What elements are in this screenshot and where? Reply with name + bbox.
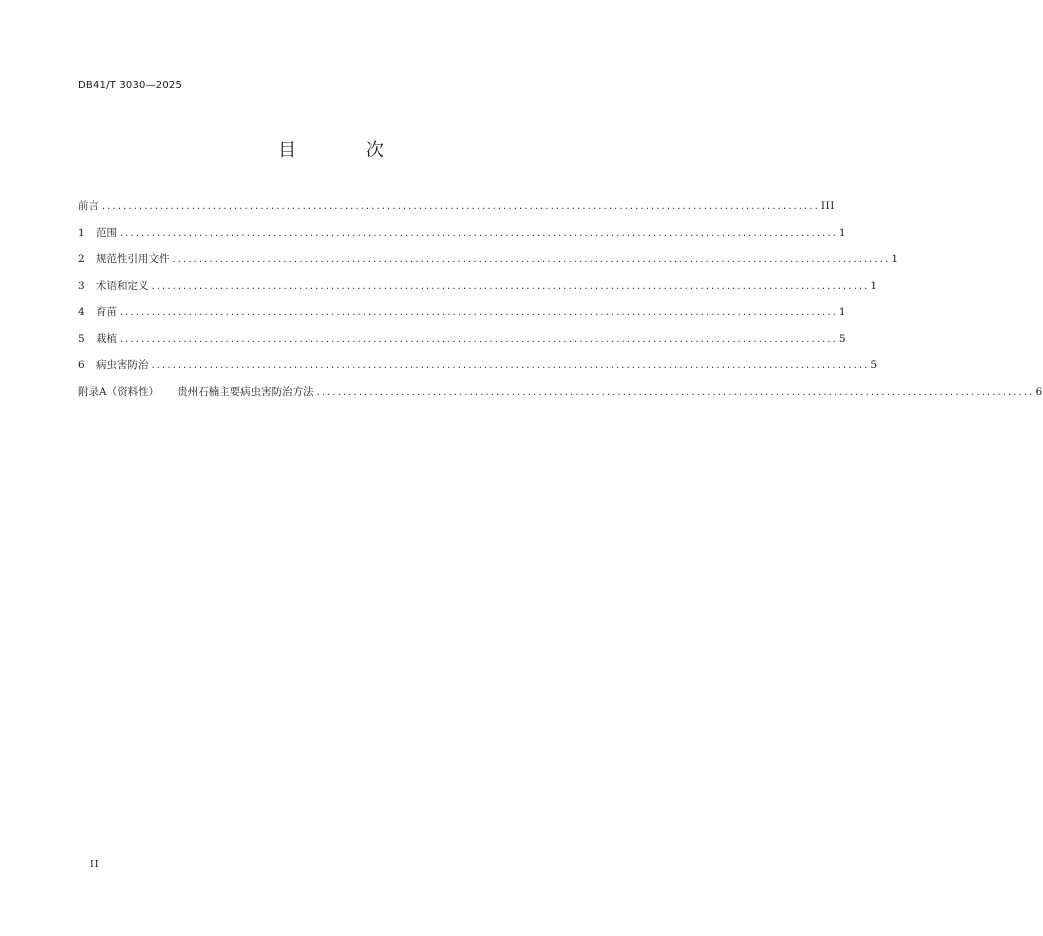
toc-entry-appendix-prefix: 附录A（资料性） <box>78 385 160 398</box>
toc-entry-label: 术语和定义 <box>96 279 149 292</box>
toc-entry-planting[interactable] <box>78 331 847 358</box>
toc-leader-dots: ........................................................................................................................................ <box>172 254 891 265</box>
toc-entry-number: 3 <box>78 279 85 292</box>
toc-entry-seedling[interactable] <box>78 304 847 331</box>
toc-entry-terms-definitions[interactable] <box>78 278 878 305</box>
toc-leader-dots: ........................................................................................................................................ <box>120 307 838 318</box>
toc-entry-label: 育苗 <box>96 306 117 318</box>
toc-entry-page: 1 <box>870 279 878 292</box>
toc-entry-label: 范围 <box>96 226 117 239</box>
toc-leader-dots: ........................................................................................................................................ <box>120 333 838 345</box>
toc-entry-page: 6 <box>1035 385 1043 398</box>
toc-entry-label: 病虫害防治 <box>96 359 149 371</box>
toc-entry-page: 5 <box>870 359 878 371</box>
toc-entry-label: 贵州石楠主要病虫害防治方法 <box>177 385 314 398</box>
toc-entry-number: 4 <box>78 306 85 318</box>
toc-entry-foreword[interactable] <box>78 198 835 225</box>
toc-leader-dots: ........................................................................................................................................ <box>151 360 870 371</box>
toc-entry-normative-references[interactable] <box>78 251 899 278</box>
toc-entry-number: 2 <box>78 253 85 265</box>
standard-code: DB41/T 3030—2025 <box>78 80 183 91</box>
toc-entry-appendix-a[interactable] <box>78 384 1043 411</box>
toc-entry-label: 栽植 <box>96 332 117 345</box>
toc-leader-dots: ........................................................................................................................................ <box>120 227 838 239</box>
toc-entry-pest-control[interactable] <box>78 357 878 384</box>
page-number: II <box>90 859 100 870</box>
toc-entry-scope[interactable] <box>78 225 847 252</box>
toc-entry-page: 1 <box>838 306 847 318</box>
toc-title: 目 次 <box>278 140 416 161</box>
toc-entry-number: 5 <box>78 332 85 345</box>
table-of-contents <box>78 198 1043 410</box>
toc-entry-number: 1 <box>78 226 85 239</box>
toc-leader-dots: ........................................................................................................................................ <box>151 280 870 292</box>
toc-leader-dots: ........................................................................................................................................ <box>102 201 820 212</box>
toc-entry-number: 6 <box>78 359 85 371</box>
toc-entry-label: 规范性引用文件 <box>96 253 170 265</box>
toc-entry-page: 5 <box>838 332 847 345</box>
toc-entry-page: 1 <box>838 226 847 239</box>
toc-entry-label: 前言 <box>78 200 99 212</box>
toc-entry-page: III <box>820 200 835 212</box>
toc-entry-page: 1 <box>891 253 899 265</box>
toc-leader-dots: ........................................................................................................................................ <box>316 386 1035 398</box>
